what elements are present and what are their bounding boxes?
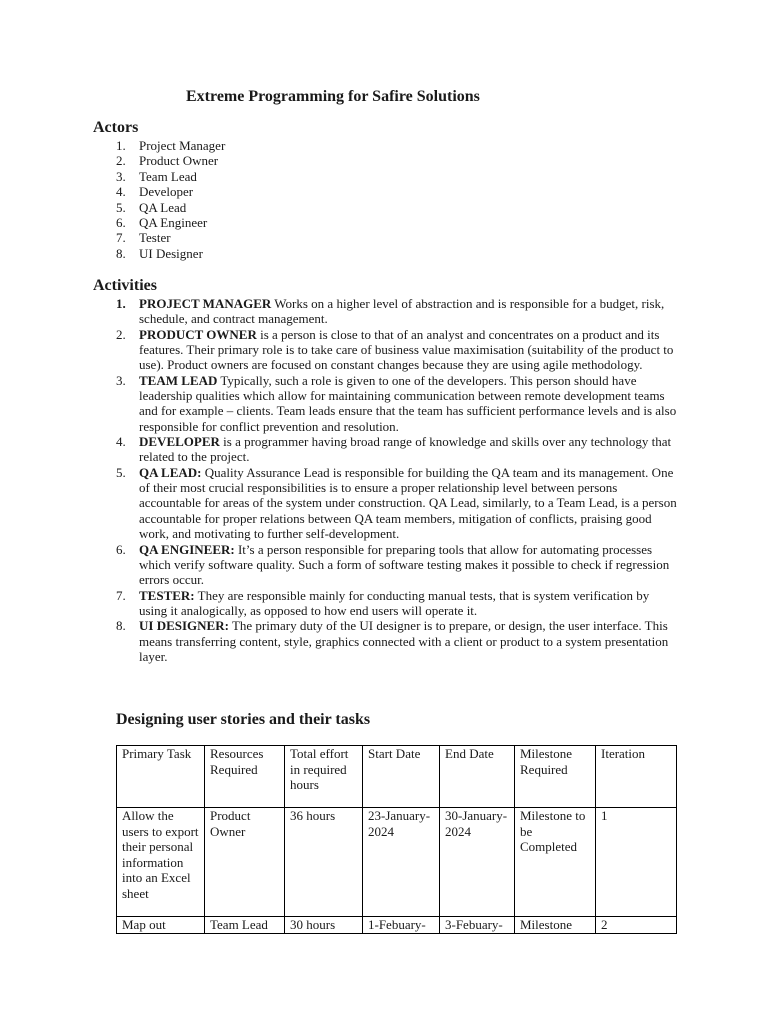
role-term: PROJECT MANAGER [139, 296, 272, 311]
list-item: 5. QA LEAD: Quality Assurance Lead is responsible for building the QA team and its management. One of their most crucial responsibilities is to ensure a proper relationship level between persons accountable for areas of the system under construction. QA Lead, similarly, to a Team Lead, is a person accountable for proper relations between QA team members, mitigation of conflicts, praising good work, and motivating to further self-development. [116, 464, 677, 542]
role-term: UI DESIGNER: [139, 618, 229, 634]
table-cell: 30 hours [285, 917, 363, 934]
column-header: Total effort in required hours [285, 746, 363, 808]
role-term: QA ENGINEER: [139, 541, 235, 557]
list-item: 4. DEVELOPER is a programmer having broad range of knowledge and skills over any technology that related to the project. [116, 434, 672, 465]
column-header: Milestone Required [515, 746, 596, 808]
actors-list [116, 138, 416, 261]
table-cell: 3-Febuary- [440, 917, 515, 934]
table-cell: 2 [596, 917, 677, 934]
table-cell: Milestone to be Completed [515, 808, 596, 917]
role-term: TEAM LEAD [139, 372, 218, 388]
list-item: 3. Team Lead [116, 168, 197, 184]
actors-heading: Actors [93, 119, 139, 136]
table-header-row [117, 746, 677, 808]
list-item: 8. UI DESIGNER: The primary duty of the UI designer is to prepare, or design, the user interface. This means transferring content, style, graphics connected with a client or product to a system presentation layer. [116, 618, 669, 664]
table-cell: 1 [596, 808, 677, 917]
column-header: Iteration [596, 746, 677, 808]
role-term: TESTER: [139, 587, 195, 603]
activities-heading: Activities [93, 277, 157, 294]
column-header: End Date [440, 746, 515, 808]
list-item: 2. PRODUCT OWNER is a person is close to that of an analyst and concentrates on a product and its features. Their primary role is to take care of business value maximisation (suitability of the product to use). Product owners are focused on constant changes because they are using agile methodology. [116, 326, 674, 373]
list-item: 2. Product Owner [116, 153, 219, 169]
column-header: Primary Task [117, 746, 205, 808]
document-title: Extreme Programming for Safire Solutions [186, 88, 480, 105]
user-stories-table [116, 745, 677, 934]
list-item: 5. QA Lead [116, 199, 187, 215]
table-cell: 1-Febuary- [363, 917, 440, 934]
table-row [117, 917, 677, 934]
table-row [117, 808, 677, 917]
list-item: 6. QA Engineer [116, 215, 208, 231]
role-term: PRODUCT OWNER [139, 326, 257, 342]
role-term: QA LEAD: [139, 464, 202, 480]
list-item: 4. Developer [116, 184, 194, 200]
list-item: 8. UI Designer [116, 245, 203, 261]
table-cell: 30-January-2024 [440, 808, 515, 917]
table-cell: Milestone [515, 917, 596, 934]
table-cell: 36 hours [285, 808, 363, 917]
column-header: Start Date [363, 746, 440, 808]
table-cell: Map out [117, 917, 205, 934]
list-item: 7. Tester [116, 230, 171, 246]
activities-list [116, 296, 680, 664]
list-item: 3. TEAM LEAD Typically, such a role is given to one of the developers. This person should have leadership qualities which allow for maintaining communication between remote development teams and for example – clients. Team leads ensure that the team has sufficient performance levels and is also responsible for conflict prevention and resolution. [116, 372, 677, 434]
table-cell: Allow the users to export their personal information into an Excel sheet [117, 808, 205, 917]
column-header: Resources Required [205, 746, 285, 808]
table-cell: 23-January-2024 [363, 808, 440, 917]
list-item: 6. QA ENGINEER: It’s a person responsible for preparing tools that allow for automating processes which verify software quality. Such a form of software testing makes it possible to check if regression errors occur. [116, 541, 670, 588]
table-cell: Team Lead [205, 917, 285, 934]
list-item: 1. Project Manager [116, 138, 226, 153]
list-item: 7. TESTER: They are responsible mainly for conducting manual tests, that is system verification by using it analogically, as opposed to how end users will operate it. [116, 587, 650, 618]
user-stories-heading: Designing user stories and their tasks [116, 711, 371, 728]
table-cell: Product Owner [205, 808, 285, 917]
role-term: DEVELOPER [139, 434, 220, 450]
list-item: 1. PROJECT MANAGER Works on a higher level of abstraction and is responsible for a budget, risk, schedule, and contract management. [116, 296, 665, 327]
